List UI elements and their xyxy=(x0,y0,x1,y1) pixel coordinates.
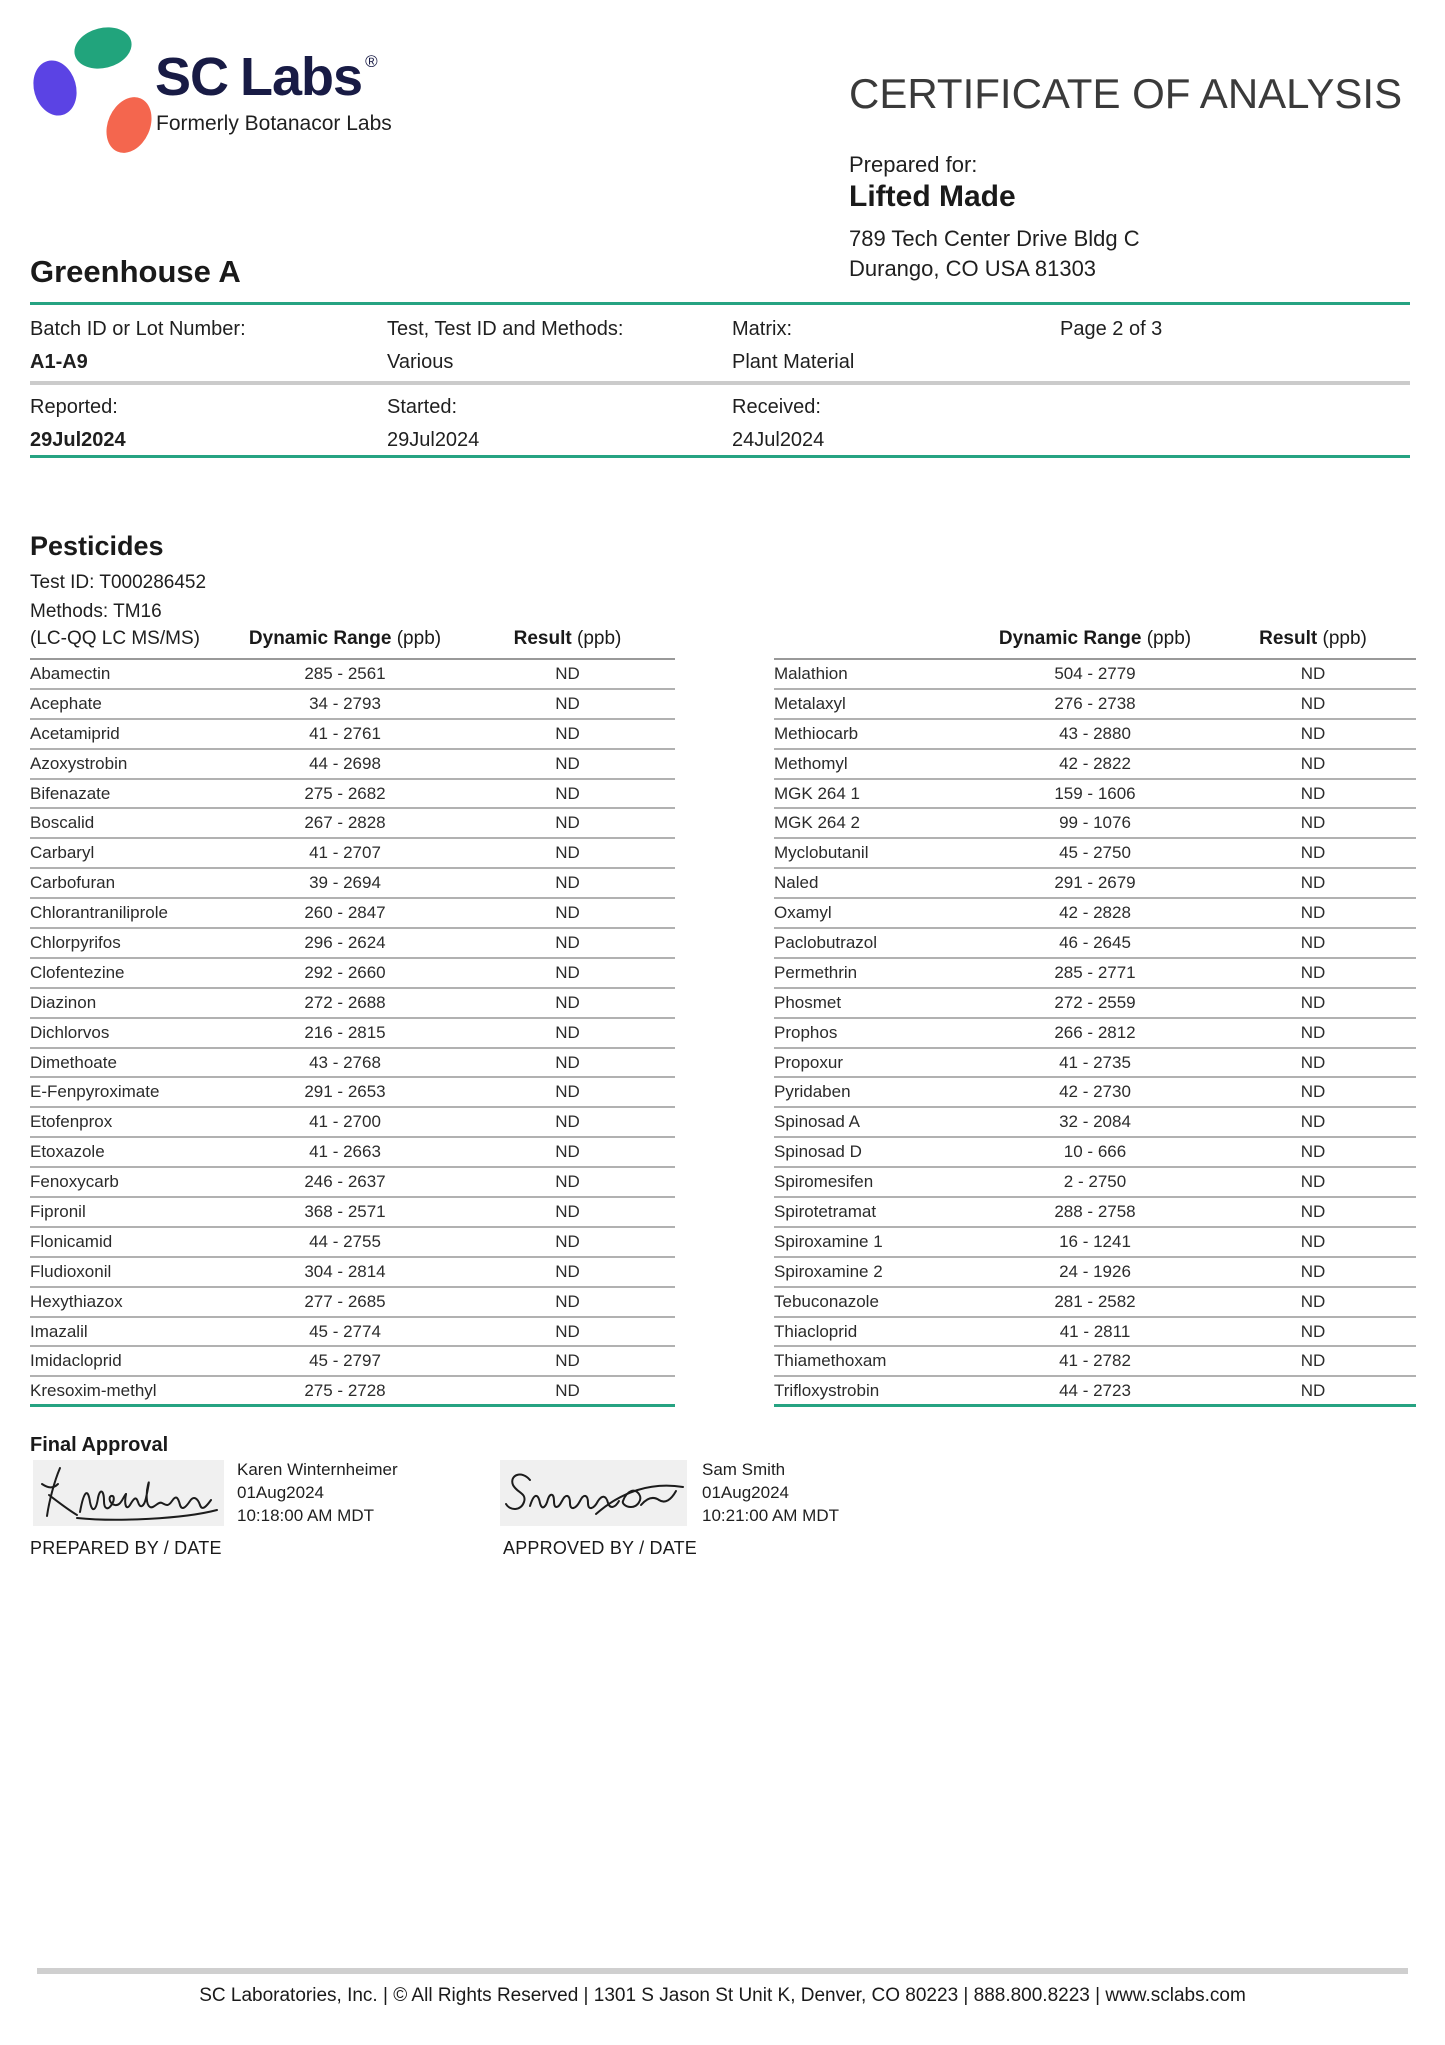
reported-label: Reported: xyxy=(30,396,118,418)
table-row xyxy=(30,929,675,959)
table-row xyxy=(30,809,675,839)
result-value: ND xyxy=(1300,1142,1326,1162)
analyte-name: Bifenazate xyxy=(30,783,111,803)
result-value: ND xyxy=(1300,873,1326,893)
result-value: ND xyxy=(1300,1052,1326,1072)
client-name: Lifted Made xyxy=(849,180,1016,213)
table-row xyxy=(30,1318,675,1348)
method-note: (LC-QQ LC MS/MS) xyxy=(30,628,200,649)
test-label: Test, Test ID and Methods: xyxy=(387,318,624,340)
dynamic-range-value: 260 - 2847 xyxy=(304,903,386,923)
table-row xyxy=(774,809,1416,839)
table-row xyxy=(30,690,675,720)
result-value: ND xyxy=(1300,1291,1326,1311)
approved-sign-time: 10:21:00 AM MDT xyxy=(702,1506,840,1525)
dynamic-range-value: 276 - 2738 xyxy=(1054,693,1136,713)
result-value: ND xyxy=(1300,843,1326,863)
table-row xyxy=(774,989,1416,1019)
dynamic-range-value: 277 - 2685 xyxy=(304,1291,386,1311)
dynamic-range-value: 288 - 2758 xyxy=(1054,1201,1136,1221)
dynamic-range-value: 41 - 2663 xyxy=(309,1142,381,1162)
received-label: Received: xyxy=(732,396,821,418)
dynamic-range-value: 45 - 2750 xyxy=(1059,843,1131,863)
analyte-name: Etofenprox xyxy=(30,1112,113,1132)
analyte-name: Carbofuran xyxy=(30,873,116,893)
table-row xyxy=(30,660,675,690)
analyte-name: Paclobutrazol xyxy=(774,932,878,952)
dynamic-range-value: 275 - 2728 xyxy=(304,1380,386,1400)
table-row xyxy=(30,959,675,989)
analyte-name: Spinosad D xyxy=(774,1142,862,1162)
range-header-label: Dynamic Range xyxy=(248,628,392,649)
dynamic-range-value: 42 - 2822 xyxy=(1059,753,1131,773)
table-row xyxy=(774,750,1416,780)
dynamic-range-value: 44 - 2723 xyxy=(1059,1380,1131,1400)
dynamic-range-value: 281 - 2582 xyxy=(1054,1291,1136,1311)
analyte-name: Chlorantraniliprole xyxy=(30,903,168,923)
table-row xyxy=(774,959,1416,989)
range-header-unit: (ppb) xyxy=(391,628,442,649)
result-value: ND xyxy=(555,663,580,683)
result-value: ND xyxy=(1300,693,1326,713)
table-row xyxy=(30,1347,675,1377)
table-row xyxy=(774,1258,1416,1288)
dynamic-range-value: 45 - 2774 xyxy=(309,1321,381,1341)
approved-sign-date: 01Aug2024 xyxy=(702,1483,789,1502)
analyte-name: Spinosad A xyxy=(774,1112,861,1132)
test-value: Various xyxy=(387,351,454,373)
result-value: ND xyxy=(555,1172,580,1192)
result-value: ND xyxy=(555,723,580,743)
table-row xyxy=(774,1108,1416,1138)
result-header-unit: (ppb) xyxy=(571,628,622,649)
table-row xyxy=(30,1049,675,1079)
table-row xyxy=(774,1019,1416,1049)
prepared-for-label: Prepared for: xyxy=(849,152,978,177)
result-value: ND xyxy=(555,932,580,952)
analyte-name: Azoxystrobin xyxy=(30,753,128,773)
received-value: 24Jul2024 xyxy=(732,429,825,451)
approved-signature-scribble xyxy=(500,1460,687,1526)
analyte-name: Prophos xyxy=(774,1022,838,1042)
analyte-name: Imazalil xyxy=(30,1321,88,1341)
table-row xyxy=(774,1168,1416,1198)
dynamic-range-value: 42 - 2828 xyxy=(1059,903,1131,923)
result-value: ND xyxy=(1300,1172,1326,1192)
result-header-unit: (ppb) xyxy=(1317,628,1367,649)
matrix-value: Plant Material xyxy=(732,351,855,373)
table-row xyxy=(774,1377,1416,1407)
analyte-name: Clofentezine xyxy=(30,962,125,982)
result-value: ND xyxy=(1300,962,1326,982)
table-row xyxy=(774,780,1416,810)
pesticides-table-right xyxy=(774,658,1416,1407)
result-value: ND xyxy=(1300,992,1326,1012)
analyte-name: Fipronil xyxy=(30,1201,86,1221)
table-row xyxy=(30,1138,675,1168)
analyte-name: Fludioxonil xyxy=(30,1261,112,1281)
result-value: ND xyxy=(1300,903,1326,923)
dynamic-range-value: 285 - 2771 xyxy=(1054,962,1136,982)
analyte-name: Thiamethoxam xyxy=(774,1351,887,1371)
result-value: ND xyxy=(1300,1231,1326,1251)
dynamic-range-value: 24 - 1926 xyxy=(1059,1261,1131,1281)
dynamic-range-value: 275 - 2682 xyxy=(304,783,386,803)
column-header-result xyxy=(1210,628,1416,650)
table-row xyxy=(30,720,675,750)
analyte-name: Oxamyl xyxy=(774,903,832,923)
result-value: ND xyxy=(1300,1082,1326,1102)
analyte-name: Malathion xyxy=(774,663,848,683)
analyte-name: Metalaxyl xyxy=(774,693,846,713)
table-row xyxy=(30,750,675,780)
client-address-line1: 789 Tech Center Drive Bldg C xyxy=(849,226,1140,251)
table-row xyxy=(774,720,1416,750)
analyte-name: Flonicamid xyxy=(30,1231,113,1251)
logo-brand-labs: Labs xyxy=(240,47,363,107)
analyte-name: E-Fenpyroximate xyxy=(30,1082,160,1102)
dynamic-range-value: 2 - 2750 xyxy=(1063,1172,1127,1192)
prepared-signature-scribble xyxy=(33,1460,224,1526)
analyte-name: MGK 264 2 xyxy=(774,813,860,833)
result-value: ND xyxy=(555,1351,580,1371)
analyte-name: Etoxazole xyxy=(30,1142,105,1162)
table-row xyxy=(774,929,1416,959)
analyte-name: Acephate xyxy=(30,693,102,713)
analyte-name: Carbaryl xyxy=(30,843,95,863)
dynamic-range-value: 272 - 2688 xyxy=(304,992,386,1012)
dynamic-range-value: 32 - 2084 xyxy=(1059,1112,1131,1132)
analyte-name: Permethrin xyxy=(774,962,858,982)
dynamic-range-value: 41 - 2811 xyxy=(1059,1321,1131,1341)
footer-text: SC Laboratories, Inc. | © All Rights Reserved | 1301 S Jason St Unit K, Denver, CO 80223 | 888.800.8223 | www.sclabs.com xyxy=(199,1985,1246,2006)
batch-value: A1-A9 xyxy=(30,351,88,373)
dynamic-range-value: 41 - 2782 xyxy=(1059,1351,1131,1371)
analyte-name: Spiroxamine 2 xyxy=(774,1261,883,1281)
analyte-name: Tebuconazole xyxy=(774,1291,879,1311)
result-value: ND xyxy=(1300,1022,1326,1042)
table-row xyxy=(30,780,675,810)
logo-petal-green-icon xyxy=(70,22,136,75)
dynamic-range-value: 159 - 1606 xyxy=(1054,783,1136,803)
dynamic-range-value: 267 - 2828 xyxy=(304,813,386,833)
analyte-name: Phosmet xyxy=(774,992,842,1012)
pesticides-table-left xyxy=(30,658,675,1407)
right-table-header xyxy=(774,626,1416,656)
table-row xyxy=(30,839,675,869)
dynamic-range-value: 266 - 2812 xyxy=(1054,1022,1136,1042)
page-title: CERTIFICATE OF ANALYSIS xyxy=(849,70,1403,117)
analyte-name: Spirotetramat xyxy=(774,1201,877,1221)
result-header-label: Result xyxy=(1259,628,1318,649)
result-value: ND xyxy=(555,903,580,923)
info-field-started xyxy=(387,396,479,452)
footer-divider-bar xyxy=(37,1968,1408,1974)
info-field-received xyxy=(732,396,824,452)
dynamic-range-value: 504 - 2779 xyxy=(1054,663,1136,683)
result-value: ND xyxy=(555,1022,580,1042)
info-field-test xyxy=(387,318,623,374)
result-value: ND xyxy=(1300,753,1326,773)
pesticides-test-id: Test ID: T000286452 xyxy=(30,572,207,593)
prepared-by-label: PREPARED BY / DATE xyxy=(30,1538,222,1558)
dynamic-range-value: 42 - 2730 xyxy=(1059,1082,1131,1102)
table-row xyxy=(30,1019,675,1049)
result-value: ND xyxy=(555,1142,580,1162)
result-value: ND xyxy=(1300,1201,1326,1221)
dynamic-range-value: 34 - 2793 xyxy=(309,693,381,713)
table-row xyxy=(774,1049,1416,1079)
dynamic-range-value: 10 - 666 xyxy=(1063,1142,1127,1162)
result-header-label: Result xyxy=(513,628,572,649)
prepared-signer-info xyxy=(237,1458,398,1527)
batch-label: Batch ID or Lot Number: xyxy=(30,318,246,340)
dynamic-range-value: 292 - 2660 xyxy=(304,962,386,982)
dynamic-range-value: 45 - 2797 xyxy=(309,1351,381,1371)
result-value: ND xyxy=(1300,1351,1326,1371)
client-address-line2: Durango, CO USA 81303 xyxy=(849,256,1097,281)
analyte-name: Fenoxycarb xyxy=(30,1172,119,1192)
dynamic-range-value: 285 - 2561 xyxy=(304,663,386,683)
table-row xyxy=(30,989,675,1019)
approved-signature-image xyxy=(500,1460,687,1526)
analyte-name: Kresoxim-methyl xyxy=(30,1380,157,1400)
result-value: ND xyxy=(1300,1261,1326,1281)
range-header-unit: (ppb) xyxy=(1141,628,1192,649)
result-value: ND xyxy=(555,992,580,1012)
table-row xyxy=(774,1228,1416,1258)
dynamic-range-value: 304 - 2814 xyxy=(304,1261,386,1281)
analyte-name: Methiocarb xyxy=(774,723,859,743)
table-row xyxy=(774,1318,1416,1348)
analyte-name: Acetamiprid xyxy=(30,723,120,743)
result-value: ND xyxy=(555,753,580,773)
dynamic-range-value: 16 - 1241 xyxy=(1059,1231,1131,1251)
table-row xyxy=(30,1258,675,1288)
table-row xyxy=(774,660,1416,690)
result-value: ND xyxy=(555,813,580,833)
dynamic-range-value: 41 - 2707 xyxy=(309,843,381,863)
logo-brand-text xyxy=(155,46,377,108)
result-value: ND xyxy=(1300,723,1326,743)
table-row xyxy=(30,1228,675,1258)
table-row xyxy=(30,1288,675,1318)
analyte-name: Chlorpyrifos xyxy=(30,932,121,952)
dynamic-range-value: 272 - 2559 xyxy=(1054,992,1136,1012)
pesticides-methods: Methods: TM16 xyxy=(30,601,162,622)
analyte-name: Imidacloprid xyxy=(30,1351,122,1371)
result-value: ND xyxy=(1300,1321,1326,1341)
page-indicator-text: Page 2 of 3 xyxy=(1060,318,1163,340)
table-row xyxy=(30,899,675,929)
result-value: ND xyxy=(555,1201,580,1221)
dynamic-range-value: 291 - 2679 xyxy=(1054,873,1136,893)
prepared-sign-time: 10:18:00 AM MDT xyxy=(237,1506,375,1525)
table-row xyxy=(774,1138,1416,1168)
dynamic-range-value: 44 - 2755 xyxy=(309,1231,381,1251)
dynamic-range-value: 296 - 2624 xyxy=(304,932,386,952)
analyte-name: Propoxur xyxy=(774,1052,843,1072)
column-header-result xyxy=(460,628,675,650)
analyte-name: Methomyl xyxy=(774,753,848,773)
analyte-name: Myclobutanil xyxy=(774,843,869,863)
reported-value: 29Jul2024 xyxy=(30,429,126,451)
approved-signer-info xyxy=(702,1458,839,1527)
table-row xyxy=(30,869,675,899)
analyte-name: MGK 264 1 xyxy=(774,783,860,803)
table-row xyxy=(774,839,1416,869)
analyte-name: Spiroxamine 1 xyxy=(774,1231,883,1251)
result-value: ND xyxy=(555,1112,580,1132)
analyte-name: Diazinon xyxy=(30,992,97,1012)
info-field-matrix xyxy=(732,318,854,374)
result-value: ND xyxy=(555,1380,580,1400)
started-value: 29Jul2024 xyxy=(387,429,480,451)
result-value: ND xyxy=(555,1291,580,1311)
result-value: ND xyxy=(1300,813,1326,833)
range-header-label: Dynamic Range xyxy=(998,628,1142,649)
logo-brand-sc: SC xyxy=(155,47,229,107)
dynamic-range-value: 46 - 2645 xyxy=(1059,932,1131,952)
table-row xyxy=(774,869,1416,899)
registered-trademark: ® xyxy=(365,52,377,71)
analyte-name: Boscalid xyxy=(30,813,95,833)
table-row xyxy=(30,1198,675,1228)
info-table-divider xyxy=(30,381,1410,385)
result-value: ND xyxy=(555,843,580,863)
analyte-name: Naled xyxy=(774,873,819,893)
dynamic-range-value: 246 - 2637 xyxy=(304,1172,386,1192)
approved-signer-name: Sam Smith xyxy=(702,1460,786,1479)
table-row xyxy=(30,1168,675,1198)
result-value: ND xyxy=(555,1052,580,1072)
matrix-label: Matrix: xyxy=(732,318,792,340)
dynamic-range-value: 41 - 2735 xyxy=(1059,1052,1131,1072)
column-header-dynamic-range xyxy=(230,628,460,650)
result-value: ND xyxy=(555,693,580,713)
prepared-signer-name: Karen Winternheimer xyxy=(237,1460,398,1479)
logo-petal-purple-icon xyxy=(27,55,83,120)
table-row xyxy=(30,1108,675,1138)
prepared-signature-image xyxy=(33,1460,224,1526)
analyte-name: Spiromesifen xyxy=(774,1172,874,1192)
info-field-reported xyxy=(30,396,126,452)
prepared-sign-date: 01Aug2024 xyxy=(237,1483,324,1502)
left-table-header xyxy=(30,626,675,656)
logo-tagline: Formerly Botanacor Labs xyxy=(156,112,392,135)
result-value: ND xyxy=(1300,1380,1326,1400)
dynamic-range-value: 291 - 2653 xyxy=(304,1082,386,1102)
analyte-name: Thiacloprid xyxy=(774,1321,858,1341)
analyte-name: Hexythiazox xyxy=(30,1291,123,1311)
sample-info-table xyxy=(30,302,1410,458)
table-row xyxy=(774,690,1416,720)
approved-by-label: APPROVED BY / DATE xyxy=(503,1538,697,1558)
dynamic-range-value: 368 - 2571 xyxy=(304,1201,386,1221)
result-value: ND xyxy=(1300,1112,1326,1132)
dynamic-range-value: 216 - 2815 xyxy=(304,1022,386,1042)
column-header-dynamic-range xyxy=(980,628,1210,650)
result-value: ND xyxy=(1300,663,1326,683)
table-row xyxy=(774,899,1416,929)
sc-labs-logo-icon xyxy=(30,22,155,140)
analyte-name: Dichlorvos xyxy=(30,1022,110,1042)
table-row xyxy=(774,1198,1416,1228)
table-row xyxy=(774,1288,1416,1318)
dynamic-range-value: 41 - 2700 xyxy=(309,1112,381,1132)
section-title-pesticides: Pesticides xyxy=(30,531,164,561)
result-value: ND xyxy=(1300,932,1326,952)
dynamic-range-value: 41 - 2761 xyxy=(309,723,381,743)
analyte-name: Dimethoate xyxy=(30,1052,117,1072)
table-row xyxy=(774,1078,1416,1108)
result-value: ND xyxy=(1300,783,1326,803)
analyte-name: Abamectin xyxy=(30,663,111,683)
result-value: ND xyxy=(555,1231,580,1251)
table-row xyxy=(30,1377,675,1407)
page-indicator xyxy=(1060,318,1162,341)
dynamic-range-value: 99 - 1076 xyxy=(1059,813,1131,833)
info-field-batch xyxy=(30,318,246,374)
result-value: ND xyxy=(555,783,580,803)
dynamic-range-value: 43 - 2768 xyxy=(309,1052,381,1072)
dynamic-range-value: 44 - 2698 xyxy=(309,753,381,773)
dynamic-range-value: 43 - 2880 xyxy=(1059,723,1131,743)
sample-name: Greenhouse A xyxy=(30,254,241,289)
result-value: ND xyxy=(555,1082,580,1102)
result-value: ND xyxy=(555,962,580,982)
table-row xyxy=(30,1078,675,1108)
analyte-name: Pyridaben xyxy=(774,1082,851,1102)
dynamic-range-value: 39 - 2694 xyxy=(309,873,381,893)
started-label: Started: xyxy=(387,396,458,418)
section-title-final-approval: Final Approval xyxy=(30,1434,169,1456)
result-value: ND xyxy=(555,873,580,893)
logo-petal-orange-icon xyxy=(98,90,160,160)
analyte-name: Trifloxystrobin xyxy=(774,1380,880,1400)
result-value: ND xyxy=(555,1321,580,1341)
table-row xyxy=(774,1347,1416,1377)
result-value: ND xyxy=(555,1261,580,1281)
